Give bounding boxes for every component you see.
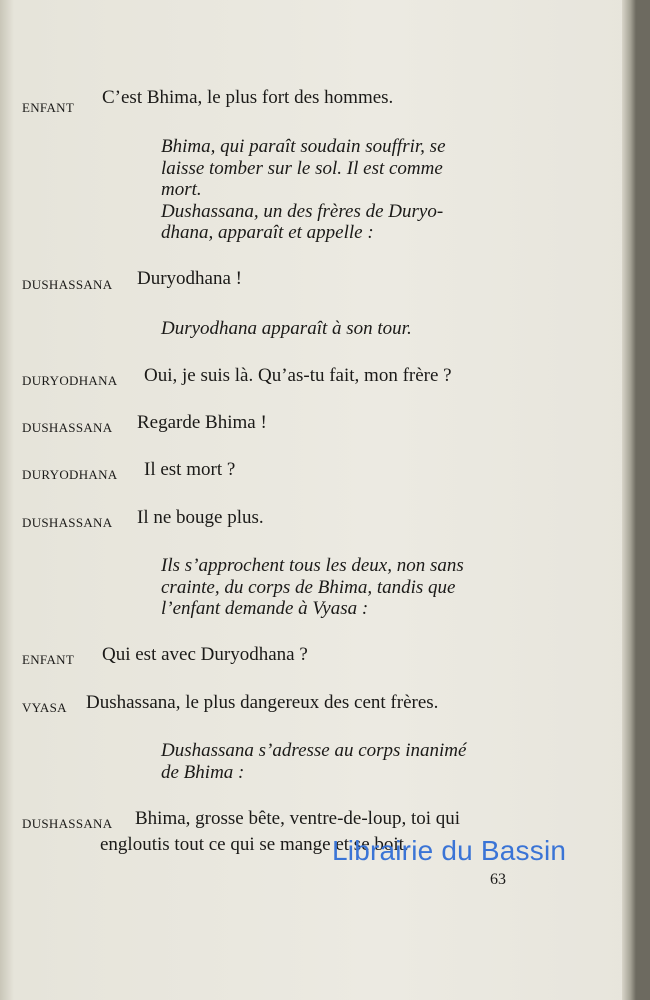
page-number: 63: [490, 871, 506, 888]
watermark-logo: Librairie du Bassin: [332, 835, 567, 866]
dialogue-line: Oui, je suis là. Qu’as-tu fait, mon frère ?: [144, 365, 452, 386]
stage-line: Dushassana, un des frères de Duryo-: [161, 200, 444, 222]
stage-line: Dushassana s’adresse au corps inanimé: [161, 740, 467, 761]
speaker-duryodhana: DURYODHANA: [22, 373, 118, 388]
page-edge: [622, 0, 636, 1000]
stage-line: mort.: [161, 179, 202, 200]
dialogue-line: Regarde Bhima !: [137, 412, 267, 433]
stage-line: de Bhima :: [161, 761, 245, 783]
dialogue-line: Dushassana, le plus dangereux des cent frères.: [86, 692, 439, 713]
dialogue-line: C’est Bhima, le plus fort des hommes.: [102, 87, 394, 108]
dialogue-line: engloutis tout ce qui se mange et se boit.: [100, 834, 409, 855]
speaker-dushassana: DUSHASSANA: [22, 420, 113, 435]
stage-line: dhana, apparaît et appelle :: [161, 222, 374, 243]
speaker-vyasa: VYASA: [22, 700, 67, 715]
dialogue-line: Bhima, grosse bête, ventre-de-loup, toi qui: [135, 808, 461, 829]
dialogue-line: Il est mort ?: [144, 459, 236, 480]
stage-line: laisse tomber sur le sol. Il est comme: [161, 157, 443, 179]
speaker-enfant: ENFANT: [22, 652, 75, 667]
stage-direction: [161, 136, 446, 244]
stage-line: Duryodhana apparaît à son tour.: [161, 318, 412, 339]
dialogue-line: Qui est avec Duryodhana ?: [102, 644, 308, 665]
stage-line: Ils s’approchent tous les deux, non sans: [161, 555, 464, 576]
speaker-dushassana: DUSHASSANA: [22, 277, 113, 292]
stage-direction: [161, 740, 466, 783]
stage-direction: [161, 555, 464, 620]
speaker-enfant: ENFANT: [22, 100, 75, 115]
dialogue-line: Il ne bouge plus.: [137, 507, 264, 528]
speaker-dushassana: DUSHASSANA: [22, 515, 113, 530]
dialogue-line: Duryodhana !: [137, 268, 242, 289]
stage-line: l’enfant demande à Vyasa :: [161, 598, 369, 619]
stage-line: crainte, du corps de Bhima, tandis que: [161, 576, 456, 598]
stage-line: Bhima, qui paraît soudain souffrir, se: [161, 136, 446, 157]
speaker-duryodhana: DURYODHANA: [22, 467, 118, 482]
speaker-dushassana: DUSHASSANA: [22, 816, 113, 831]
stage-direction: [161, 318, 412, 340]
